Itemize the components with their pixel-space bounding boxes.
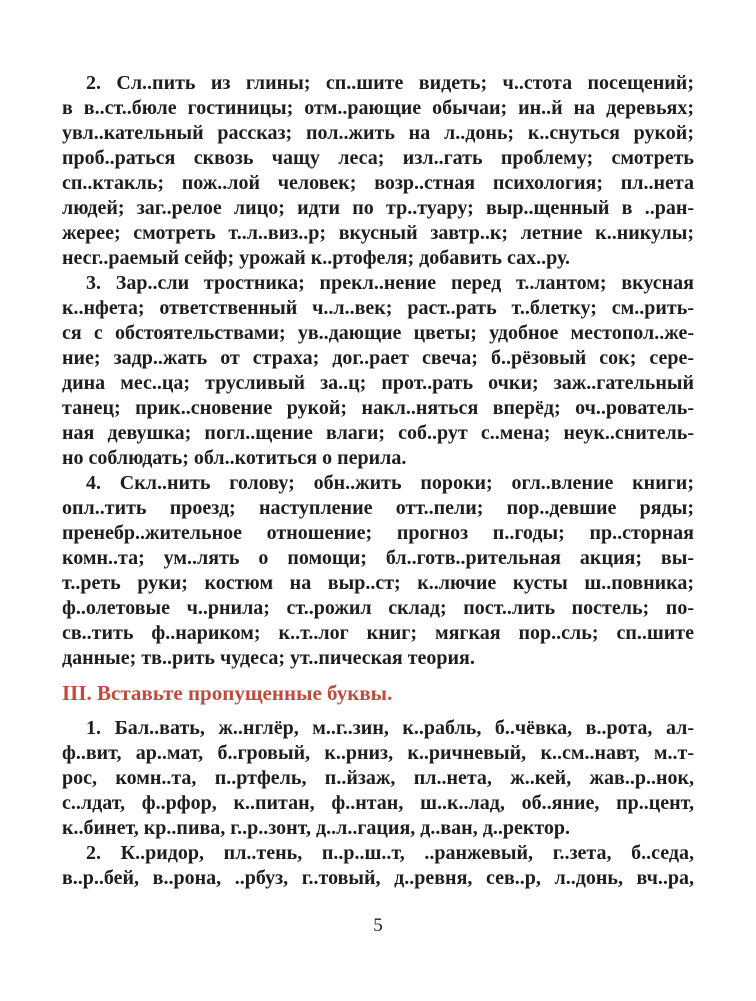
text-line: 2. Сл..пить из глины; сп..шите видеть; ч..стота посещений;	[86, 72, 694, 94]
section-heading: III. Вставьте пропущенные буквы.	[62, 681, 393, 705]
section-exercise-2	[62, 841, 694, 891]
text-line: дина мес..ца; трусливый за..ц; прот..рать очки; заж..гательный	[62, 372, 694, 394]
text-line: увл..кательный рассказ; пол..жить на л..донь; к..снуться рукой;	[62, 122, 694, 144]
text-line: несг..раемый сейф; урожай к..ртофеля; добавить сах..ру.	[62, 247, 570, 269]
page-number: 5	[373, 915, 383, 936]
text-line: ная девушка; погл..щение влаги; соб..рут с..мена; неук..снитель-	[62, 422, 694, 444]
text-line: в в..ст..бюле гостиницы; отм..рающие обычаи; ин..й на деревьях;	[62, 97, 694, 119]
text-line: в..р..бей, в..рона, ..рбуз, г..товый, д..ревня, сев..р, л..донь, вч..ра,	[62, 867, 694, 889]
text-block	[62, 71, 694, 891]
text-line: 3. Зар..сли тростника; прекл..нение перед т..лантом; вкусная	[86, 272, 694, 294]
text-line: жерее; смотреть т..л..виз..р; вкусный завтр..к; летние к..никулы;	[62, 222, 694, 244]
text-line: св..тить ф..нариком; к..т..лог книг; мягкая пор..сль; сп..шите	[62, 622, 694, 644]
text-line: сп..ктакль; пож..лой человек; возр..стная психология; пл..нета	[62, 172, 694, 194]
text-line: к..нфета; ответственный ч..л..век; раст..рать т..блетку; см..рить-	[62, 297, 694, 319]
text-line: опл..тить проезд; наступление отт..пели; пор..девшие ряды;	[62, 497, 694, 519]
text-line: к..бинет, кр..пива, г..р..зонт, д..л..гация, д..ван, д..ректор.	[62, 817, 571, 839]
text-line: комн..та; ум..лять о помощи; бл..готв..рительная акция; вы-	[62, 547, 694, 569]
text-line: людей; заг..релое лицо; идти по тр..туару; выр..щенный в ..ран-	[62, 197, 694, 219]
text-line: с..лдат, ф..рфор, к..питан, ф..нтан, ш..к..лад, об..яние, пр..цент,	[62, 792, 694, 814]
text-line: 1. Бал..вать, ж..нглёр, м..г..зин, к..рабль, б..чёвка, в..рота, ал-	[86, 717, 694, 739]
section-exercise-1	[62, 716, 694, 841]
exercise-4	[62, 471, 694, 671]
text-line: танец; прик..сновение рукой; накл..няться вперёд; оч..рователь-	[62, 397, 694, 419]
text-line: 2. К..ридор, пл..тень, п..р..ш..т, ..ранжевый, г..зета, б..седа,	[86, 842, 694, 864]
text-line: ф..олетовые ч..рнила; ст..рожил склад; пост..лить постель; по-	[62, 597, 694, 619]
text-line: проб..раться сквозь чащу леса; изл..гать проблему; смотреть	[62, 147, 694, 169]
text-line: т..реть руки; костюм на выр..ст; к..лючие кусты ш..повника;	[62, 572, 694, 594]
text-line: но соблюдать; обл..котиться о перила.	[62, 447, 407, 469]
exercise-2	[62, 71, 694, 271]
exercise-3	[62, 271, 694, 471]
text-line: пренебр..жительное отношение; прогноз п..годы; пр..сторная	[62, 522, 694, 544]
text-line: ние; задр..жать от страха; дог..рает свеча; б..рёзовый сок; сере-	[62, 347, 694, 369]
text-line: рос, комн..та, п..ртфель, п..йзаж, пл..нета, ж..кей, жав..р..нок,	[62, 767, 694, 789]
text-line: данные; тв..рить чудеса; ут..пическая теория.	[62, 647, 475, 669]
text-line: ся с обстоятельствами; ув..дающие цветы; удобное местопол..же-	[62, 322, 694, 344]
text-line: ф..вит, ар..мат, б..гровый, к..рниз, к..ричневый, к..см..навт, м..т-	[62, 742, 694, 764]
text-line: 4. Скл..нить голову; обн..жить пороки; огл..вление книги;	[86, 472, 694, 494]
